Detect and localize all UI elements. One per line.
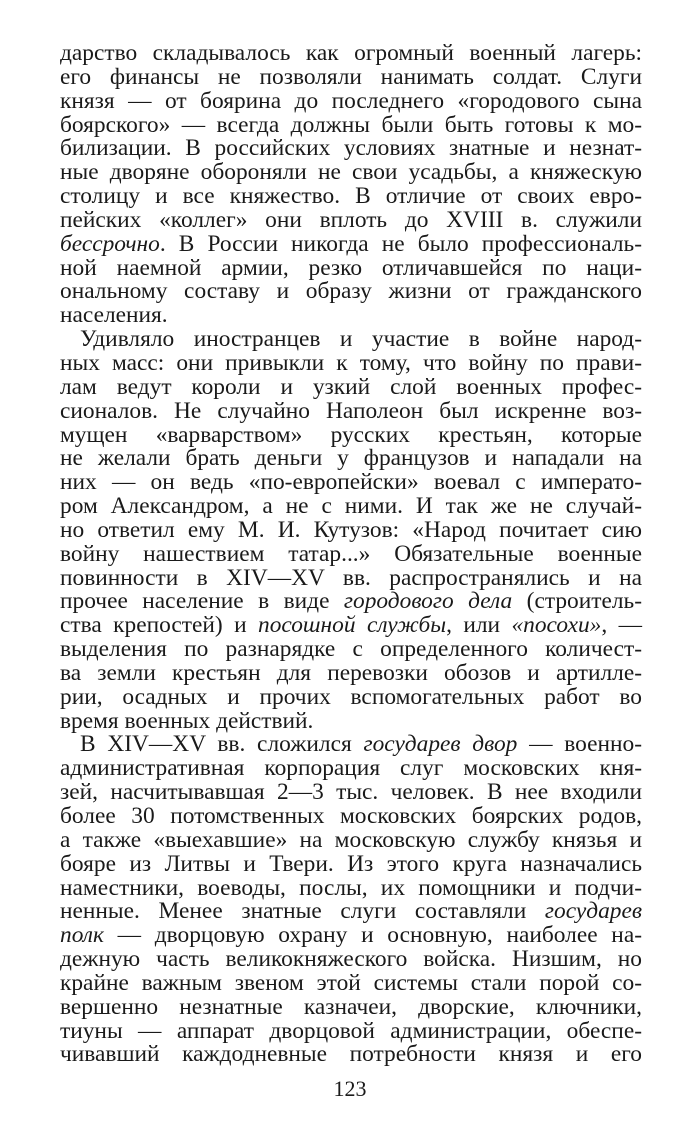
italic-term: посошной службы (258, 612, 447, 639)
italic-term: государев (544, 898, 642, 925)
text-line: тиуны — аппарат дворцовой администрации, обеспе- (60, 1017, 642, 1044)
text-line: более 30 потомственных московских боярских родов, (60, 803, 642, 829)
text-line: время военных действий. (60, 707, 314, 734)
text-line: пейских «коллег» они вплоть до XVIII в. служили (60, 206, 642, 233)
text-line: бессрочно. В России никогда не было профессиональ- (60, 230, 642, 257)
text-line: Удивляло иностранцев и участие в войне народ- (80, 326, 642, 353)
text-line: его финансы не позволяли нанимать солдат. Слуги (60, 63, 642, 90)
text-line: мущен «варварством» русских крестьян, которые (60, 421, 642, 448)
text-line: полк — дворцовую охрану и основную, наиболее на- (60, 922, 642, 949)
text-line: ва земли крестьян для перевозки обозов и артилле- (60, 659, 642, 686)
text-line: дежную часть великокняжеского войска. Низшим, но (60, 946, 642, 973)
italic-term: государев двор (363, 731, 518, 758)
text-line: выделения по разнарядке с определенного количест- (60, 636, 642, 663)
text-line: зей, насчитывавшая 2—3 тыс. человек. В нее входили (60, 779, 642, 806)
body-text (60, 42, 642, 1067)
text-line: ные дворяне обороняли не свои усадьбы, а княжескую (60, 159, 642, 186)
italic-term: полк (60, 922, 104, 949)
text-line: рии, осадных и прочих вспомогательных работ во (60, 683, 642, 710)
italic-term: городового дела (343, 588, 513, 615)
text-line: ных масс: они привыкли к тому, что войну по прави- (60, 349, 642, 376)
text-line: сионалов. Не случайно Наполеон был искренне воз- (60, 397, 642, 424)
text-line: крайне важным звеном этой системы стали порой со- (60, 969, 642, 996)
text-line: князя — от боярина до последнего «городового сына (60, 87, 642, 114)
text-line: войну нашествием татар...» Обязательные военные (60, 540, 642, 567)
text-line: ства крепостей) и посошной службы, или «посохи», — (60, 612, 642, 639)
text-line: ром Александром, а не с ними. И так же не случай- (60, 493, 642, 520)
italic-term: «посохи» (511, 612, 602, 639)
text-line: ненные. Менее знатные слуги составляли государев (60, 898, 642, 925)
text-line: билизации. В российских условиях знатные и незнат- (60, 135, 642, 162)
text-line: административная корпорация слуг московских кня- (60, 755, 642, 782)
text-line: ной наемной армии, резко отличавшейся по наци- (60, 254, 642, 281)
text-line: а также «выехавшие» на московскую службу князья и (60, 826, 642, 853)
text-line: дарство складывалось как огромный военный лагерь: (60, 40, 642, 66)
text-line: прочее население в виде городового дела (строитель- (60, 588, 642, 615)
text-line: боярского» — всегда должны были быть готовы к мо- (60, 111, 642, 138)
text-line: В XIV—XV вв. сложился государев двор — военно- (80, 731, 642, 758)
text-line: повинности в XIV—XV вв. распространялись и на (60, 564, 642, 591)
text-line: чивавший каждодневные потребности князя и его (60, 1041, 642, 1068)
text-line: вершенно незнатные казначеи, дворские, ключники, (60, 993, 642, 1020)
text-line: наместники, воеводы, послы, их помощники и подчи- (60, 874, 642, 901)
text-line: бояре из Литвы и Твери. Из этого круга назначались (60, 850, 642, 877)
text-line: лам ведут короли и узкий слой военных профес- (60, 373, 642, 400)
italic-term: бессрочно (60, 230, 160, 257)
text-line: них — он ведь «по-европейски» воевал с императо- (60, 469, 642, 496)
text-line: ональному составу и образу жизни от гражданского (60, 278, 642, 305)
text-line: не желали брать деньги у французов и нападали на (60, 445, 642, 472)
text-line: но ответил ему М. И. Кутузов: «Народ почитает сию (60, 516, 642, 543)
page-number: 123 (333, 1076, 367, 1101)
text-line: населения. (60, 302, 168, 329)
text-line: столицу и все княжество. В отличие от своих евро- (60, 183, 642, 210)
